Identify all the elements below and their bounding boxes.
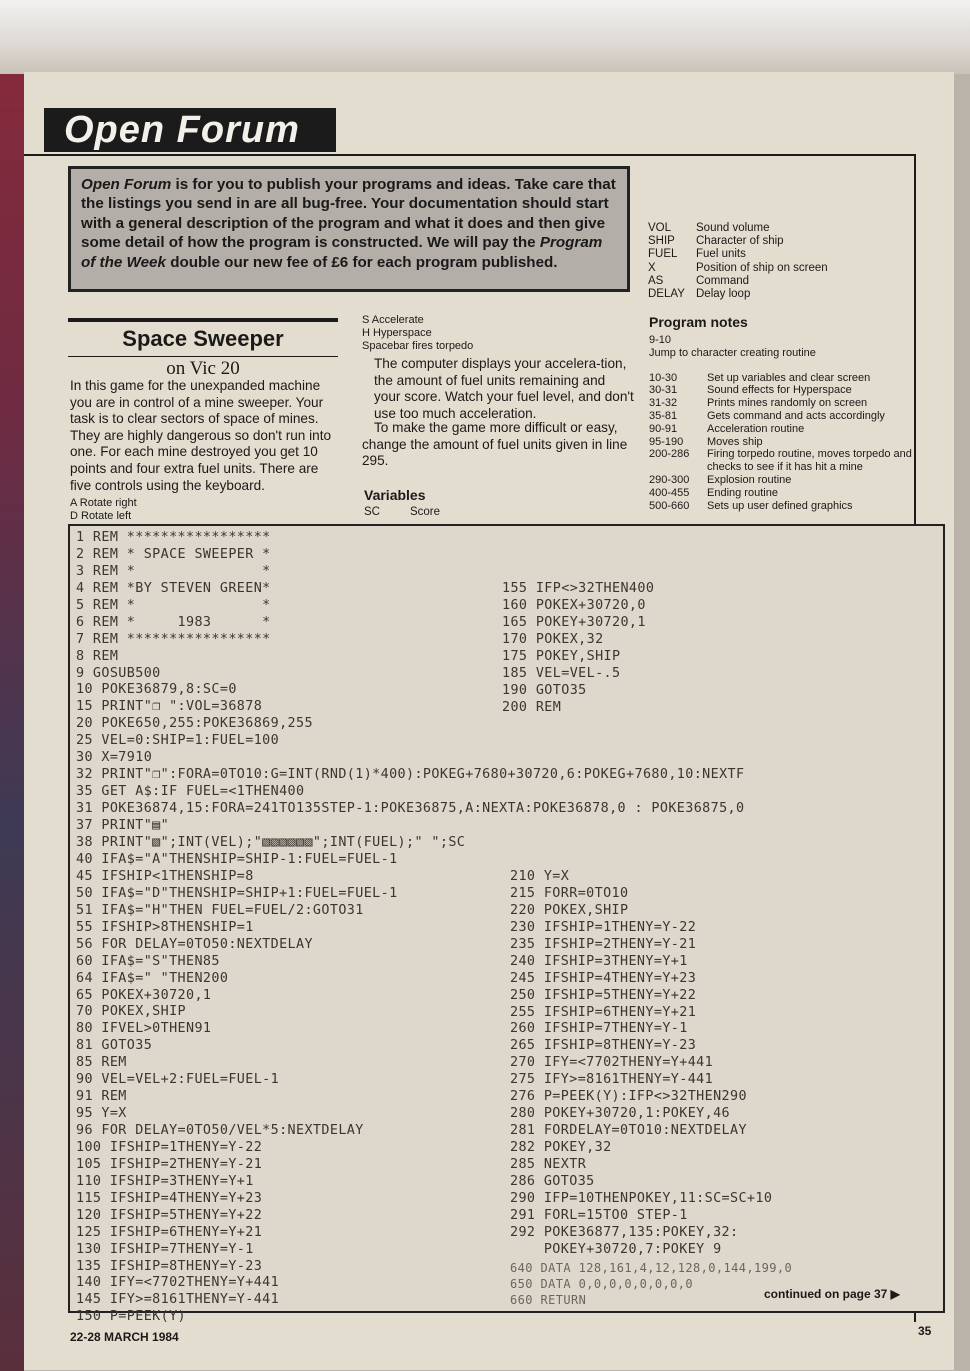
variable-row — [648, 248, 828, 261]
note-row — [649, 487, 949, 500]
note-desc: Moves ship — [707, 435, 763, 448]
continued-note: continued on page 37 ▶ — [764, 1287, 900, 1301]
variable-desc: Fuel units — [696, 248, 746, 261]
listing-left-top: 1 REM ***************** 2 REM * SPACE SWEEPER * 3 REM * * 4 REM *BY STEVEN GREEN* 5 REM * * 6 REM * 1983 * 7 REM ***************** 8 REM 9 GOSUB500 10 POKE36879,8:SC=0 15 PRINT"❐ ":VOL=36878 20 POKE650,255:POKE36869,255 25 VEL=0:SHIP=1:FUEL=100 30 X=7910 — [76, 530, 313, 766]
variable-sc-desc: Score — [409, 506, 441, 518]
intro-italic-2: Program of the Week — [81, 234, 603, 271]
listing-right-tail: 640 DATA 128,161,4,12,128,0,144,199,0 650 DATA 0,0,0,0,0,0,0,0 660 RETURN — [510, 1261, 793, 1307]
variable-sc-name: SC — [364, 506, 380, 518]
control-item: S Accelerate — [362, 314, 424, 326]
variable-name: SHIP — [648, 235, 675, 248]
program-listing — [68, 524, 945, 1325]
article-paragraph-3: To make the game more difficult or easy, change the amount of fuel units given in line 295. — [362, 420, 628, 469]
note-desc: Sets up user defined graphics — [707, 499, 853, 512]
article-paragraph-1: In this game for the unexpanded machine you are in control of a mine sweeper. Your task is to clear sectors of space of mines. They are highly dangerous so don't run into one. For each mine destroyed you get 10 points and four extra fuel units. There are five controls using the keyboard. — [70, 378, 332, 493]
variable-desc: Command — [696, 274, 750, 287]
note-lines: 90-91 — [649, 422, 678, 435]
note-lines: 30-31 — [649, 384, 678, 397]
variable-name: X — [648, 261, 656, 274]
note-row — [649, 448, 949, 474]
control-item: A Rotate right — [70, 497, 137, 509]
section-title: Open Forum — [64, 109, 300, 151]
intro-box — [68, 166, 630, 292]
note-desc: Prints mines randomly on screen — [707, 397, 868, 410]
program-notes-heading: Program notes — [649, 314, 748, 330]
note-row — [649, 372, 949, 385]
variable-row — [648, 275, 828, 288]
note-lines: 290-300 — [649, 473, 690, 486]
variable-row — [648, 262, 828, 275]
note-lines: 95-190 — [649, 435, 684, 448]
variable-name: DELAY — [648, 288, 685, 301]
note-desc: Sound effects for Hyperspace — [707, 384, 852, 397]
variables-table — [648, 222, 828, 301]
article-rule-bottom — [68, 356, 338, 357]
note-row — [649, 436, 949, 449]
intro-italic-1: Open Forum — [81, 176, 172, 193]
page-number: 35 — [918, 1324, 932, 1338]
control-item: Spacebar fires torpedo — [362, 340, 474, 352]
note-row — [649, 410, 949, 423]
listing-right-top: 155 IFP<>32THEN400 160 POKEX+30720,0 165 POKEY+30720,1 170 POKEX,32 175 POKEY,SHIP 185 VEL=VEL-.5 190 GOTO35 200 REM — [502, 581, 655, 715]
note-desc: Firing torpedo routine, moves torpedo and checks to see if it has hit a mine — [707, 448, 912, 474]
listing-left-bottom: 40 IFA$="A"THENSHIP=SHIP-1:FUEL=FUEL-1 45 IFSHIP<1THENSHIP=8 50 IFA$="D"THENSHIP=SHIP+1:FUEL=FUEL-1 51 IFA$="H"THEN FUEL=FUEL/2:GOTO31 55 IFSHIP>8THENSHIP=1 56 FOR DELAY=0TO50:NEXTDELAY 60 IFA$="S"THEN85 64 IFA$=" "THEN200 65 POKEX+30720,1 70 POKEX,SHIP 80 IFVEL>0THEN91 81 GOTO35 85 REM 90 VEL=VEL+2:FUEL=FUEL-1 91 REM 95 Y=X 96 FOR DELAY=0TO50/VEL*5:NEXTDELAY 100 IFSHIP=1THENY=Y-22 105 IFSHIP=2THENY=Y-21 110 IFSHIP=3THENY=Y+1 115 IFSHIP=4THENY=Y+23 120 IFSHIP=5THENY=Y+22 125 IFSHIP=6THENY=Y+21 130 IFSHIP=7THENY=Y-1 135 IFSHIP=8THENY=Y-23 140 IFY=<7702THENY=Y+441 145 IFY>=8161THENY=Y-441 150 P=PEEK(Y) — [76, 852, 398, 1325]
note-lines: 35-81 — [649, 409, 678, 422]
program-notes — [649, 334, 949, 512]
top-rule — [24, 154, 916, 156]
note-desc: Gets command and acts accordingly — [707, 409, 885, 422]
variable-sc — [364, 506, 470, 518]
article-rule-top — [68, 318, 338, 322]
intro-text-2: double our new fee of £6 for each program published. — [165, 253, 558, 271]
note-row — [649, 474, 949, 487]
variable-desc: Sound volume — [696, 222, 770, 234]
note-desc: Jump to character creating routine — [649, 346, 816, 359]
article-subtitle: on Vic 20 — [166, 358, 240, 379]
note-lines: 31-32 — [649, 397, 678, 410]
facing-page-edge — [0, 0, 24, 1371]
article-paragraph-2: The computer displays your accelera-tion, the amount of fuel units remaining and your score. Watch your fuel level, and don't use too much acceleration. — [374, 356, 634, 421]
controls-list-a — [70, 497, 137, 523]
note-lines: 500-660 — [649, 499, 690, 512]
note-desc: Explosion routine — [707, 473, 792, 486]
section-banner — [44, 108, 336, 152]
note-desc: Acceleration routine — [707, 422, 805, 435]
note-line-label: 9-10 — [649, 334, 672, 346]
variable-desc: Delay loop — [696, 288, 751, 301]
note-row — [649, 423, 949, 436]
magazine-page — [24, 72, 954, 1370]
listing-right-bottom: 210 Y=X 215 FORR=0TO10 220 POKEX,SHIP 230 IFSHIP=1THENY=Y-22 235 IFSHIP=2THENY=Y-21 240 IFSHIP=3THENY=Y+1 245 IFSHIP=4THENY=Y+23 250 IFSHIP=5THENY=Y+22 255 IFSHIP=6THENY=Y+21 260 IFSHIP=7THENY=Y-1 265 IFSHIP=8THENY=Y-23 270 IFY=<7702THENY=Y+441 275 IFY>=8161THENY=Y-441 276 P=PEEK(Y):IFP<>32THEN290 280 POKEY+30720,1:POKEY,46 281 FORDELAY=0TO10:NEXTDELAY 282 POKEY,32 285 NEXTR 286 GOTO35 290 IFP=10THENPOKEY,11:SC=SC+10 291 FORL=15TO0 STEP-1 292 POKE36877,135:POKEY,32: POKEY+30720,7:POKEY 9 — [510, 869, 773, 1257]
note-lines: 10-30 — [649, 371, 678, 384]
note-desc: Ending routine — [707, 486, 778, 499]
variable-name: FUEL — [648, 248, 678, 261]
variable-row — [648, 235, 828, 248]
variable-desc: Character of ship — [696, 235, 784, 248]
article-title: Space Sweeper — [122, 326, 284, 351]
variable-name: VOL — [648, 222, 672, 234]
note-desc: Set up variables and clear screen — [707, 371, 871, 384]
intro-text-1: is for you to publish your programs and ideas. Take care that the listings you send in are all bug-free. Your documentation should start with a general description of the program and what it does and then give some detail of how the program is constructed. We will pay the — [81, 176, 616, 252]
variable-name: AS — [648, 274, 664, 287]
issue-date: 22-28 MARCH 1984 — [70, 1330, 179, 1344]
variable-desc: Position of ship on screen — [696, 261, 828, 274]
control-item: D Rotate left — [70, 510, 132, 522]
note-row — [649, 384, 949, 397]
variables-heading: Variables — [364, 487, 426, 503]
variable-row — [648, 288, 828, 301]
control-item: H Hyperspace — [362, 327, 432, 339]
note-row — [649, 500, 949, 513]
variable-row — [648, 222, 828, 235]
note-lines: 400-455 — [649, 486, 690, 499]
listing-wide-lines: 32 PRINT"❐":FORA=0TO10:G=INT(RND(1)*400):POKEG+7680+30720,6:POKEG+7680,10:NEXTF 35 GET A$:IF FUEL=<1THEN400 31 POKE36874,15:FORA=241TO135STEP-1:POKE36875,A:NEXTA:POKE36878,0 : POKE36875,0 37 PRINT"▤" 38 PRINT"▧";INT(VEL);"▧▧▧▧▧▧";INT(FUEL);" ";SC — [76, 767, 745, 850]
note-row — [649, 397, 949, 410]
controls-list-b — [362, 314, 473, 353]
note-lines: 200-286 — [649, 448, 690, 461]
scan-background — [0, 0, 970, 74]
